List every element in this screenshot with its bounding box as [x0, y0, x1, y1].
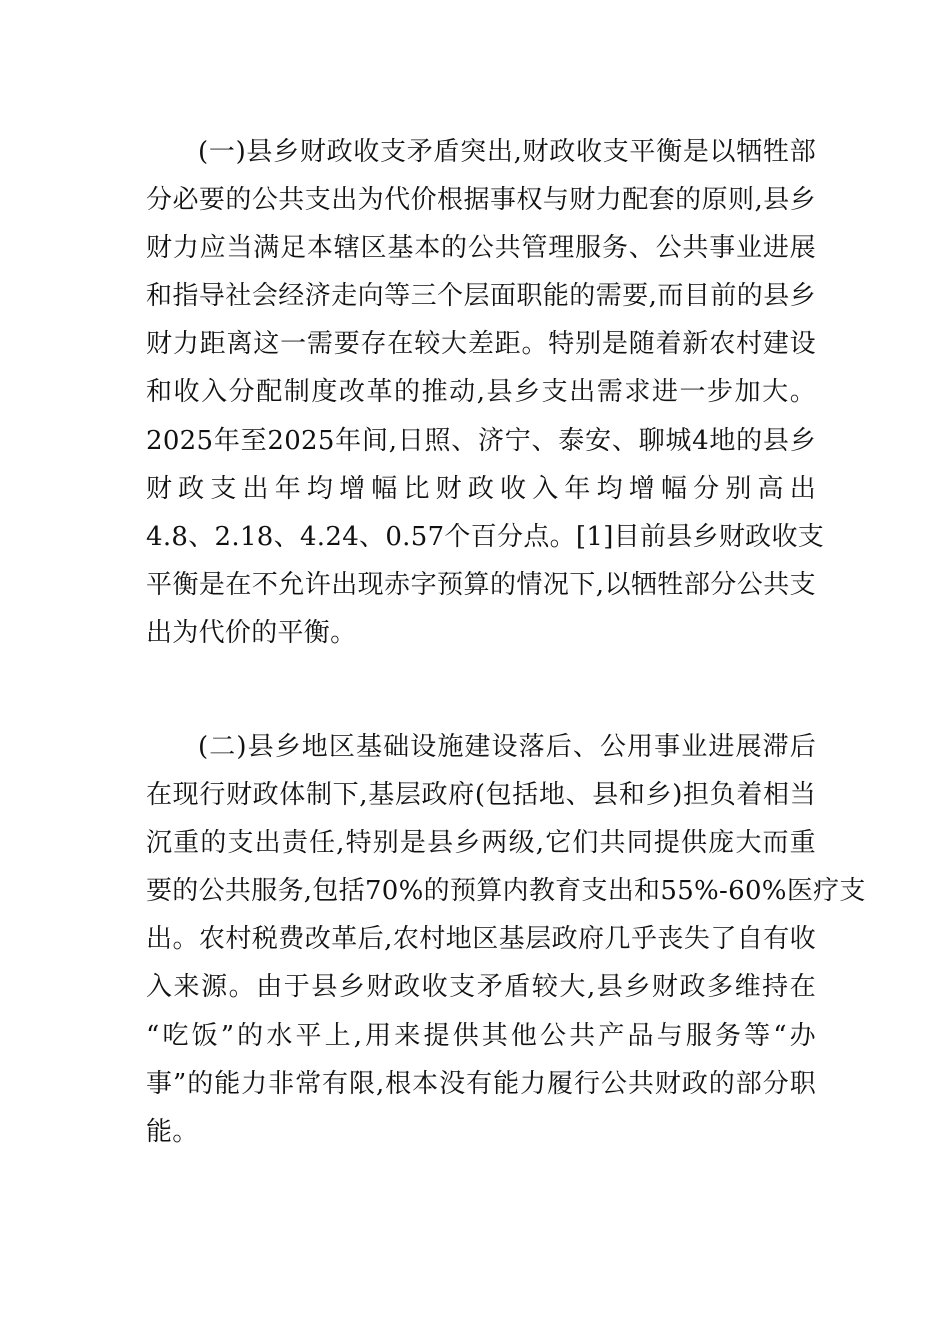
text-line: (二)县乡地区基础设施建设落后、公用事业进展滞后: [198, 732, 816, 762]
text-line: 在现行财政体制下,基层政府(包括地、县和乡)担负着相当: [146, 780, 816, 810]
text-line: 出。农村税费改革后,农村地区基层政府几乎丧失了自有收: [146, 924, 816, 954]
text-line: “吃饭”的水平上,用来提供其他公共产品与服务等“办: [146, 1021, 816, 1051]
text-line: 分必要的公共支出为代价根据事权与财力配套的原则,县乡: [146, 185, 816, 215]
text-line: 要的公共服务,包括70%的预算内教育支出和55%-60%医疗支: [146, 876, 866, 906]
text-line: 财力应当满足本辖区基本的公共管理服务、公共事业进展: [146, 233, 816, 263]
text-line: 财政支出年均增幅比财政收入年均增幅分别高出: [146, 474, 816, 504]
text-line: 能。: [146, 1117, 199, 1147]
text-line: 出为代价的平衡。: [146, 618, 357, 648]
text-line: 平衡是在不允许出现赤字预算的情况下,以牺牲部分公共支: [146, 570, 816, 600]
text-line: 2025年至2025年间,日照、济宁、泰安、聊城4地的县乡: [146, 426, 816, 456]
text-line: 沉重的支出责任,特别是县乡两级,它们共同提供庞大而重: [146, 828, 816, 858]
text-line: 和收入分配制度改革的推动,县乡支出需求进一步加大。: [146, 377, 816, 407]
text-line: 入来源。由于县乡财政收支矛盾较大,县乡财政多维持在: [146, 972, 816, 1002]
text-line: 事”的能力非常有限,根本没有能力履行公共财政的部分职: [146, 1069, 816, 1099]
text-line: 4.8、2.18、4.24、0.57个百分点。[1]目前县乡财政收支: [146, 522, 825, 552]
text-line: (一)县乡财政收支矛盾突出,财政收支平衡是以牺牲部: [198, 137, 816, 167]
text-line: 财力距离这一需要存在较大差距。特别是随着新农村建设: [146, 329, 816, 359]
text-line: 和指导社会经济走向等三个层面职能的需要,而目前的县乡: [146, 281, 816, 311]
